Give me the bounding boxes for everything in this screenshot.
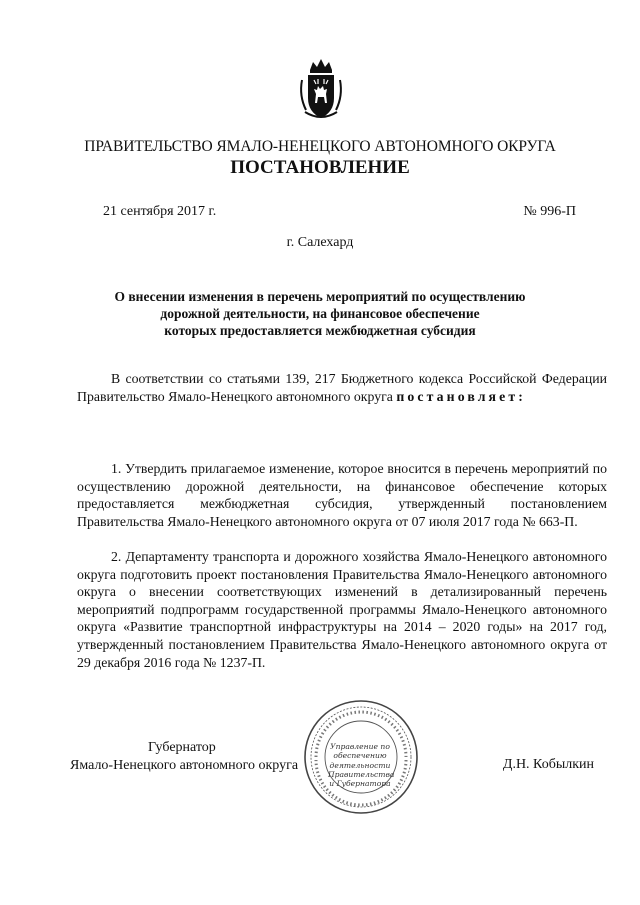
seal-line: и Губернатора (329, 779, 391, 789)
seal-line: обеспечению (333, 751, 387, 761)
subject-line: О внесении изменения в перечень мероприятий по осуществлению (114, 289, 526, 304)
signatory-name: Д.Н. Кобылкин (502, 757, 594, 772)
subject-line: которых предоставляется межбюджетная субсидия (164, 323, 476, 338)
coat-of-arms-icon (296, 56, 346, 122)
signatory-position: Губернатор (148, 740, 216, 755)
seal-line: Правительства (328, 769, 395, 779)
document-type: ПОСТАНОВЛЕНИЕ (230, 157, 410, 178)
seal-line: Управление по (330, 742, 390, 751)
subject-line: дорожной деятельности, на финансовое обеспечение (160, 306, 480, 321)
preamble-text: В соответствии со статьями 139, 217 Бюджетного кодекса Российской Федерации Правительство Ямало-Ненецкого автономного округа (77, 371, 607, 404)
paragraph-2: 2. Департаменту транспорта и дорожного хозяйства Ямало-Ненецкого автономного округа подготовить проект постановления Правительства Ямало-Ненецкого автономного округа о внесении соответствующих изменений в детализированный перечень мероприятий подпрограмм государственной программы Ямало-Ненецкого автономного округа «Развитие транспортной инфраструктуры на 2014 – 2020 годы» на 2017 год, утвержденный постановлением Правительства Ямало-Ненецкого автономного округа от 29 декабря 2016 года № 1237-П. (77, 549, 607, 670)
document-city: г. Салехард (286, 235, 354, 250)
document-number: № 996-П (523, 204, 576, 219)
signatory-title (70, 739, 330, 775)
resolve-word: постановляет: (396, 388, 526, 404)
document-subject (80, 288, 560, 339)
seal-text (328, 742, 395, 789)
seal-line: деятельности (329, 760, 391, 770)
document-date: 21 сентября 2017 г. (103, 204, 217, 219)
paragraph-1: 1. Утвердить прилагаемое изменение, которое вносится в перечень мероприятий по осуществлению дорожной деятельности, на финансовое обеспечение которых предоставляется межбюджетная субсидия, утвержденный постановлением Правительства Ямало-Ненецкого автономного округа от 07 июля 2017 года № 663-П. (77, 461, 607, 529)
preamble (77, 370, 607, 405)
signatory-region: Ямало-Ненецкого автономного округа (70, 758, 299, 773)
government-title: ПРАВИТЕЛЬСТВО ЯМАЛО-НЕНЕЦКОГО АВТОНОМНОГО ОКРУГА (84, 138, 556, 155)
